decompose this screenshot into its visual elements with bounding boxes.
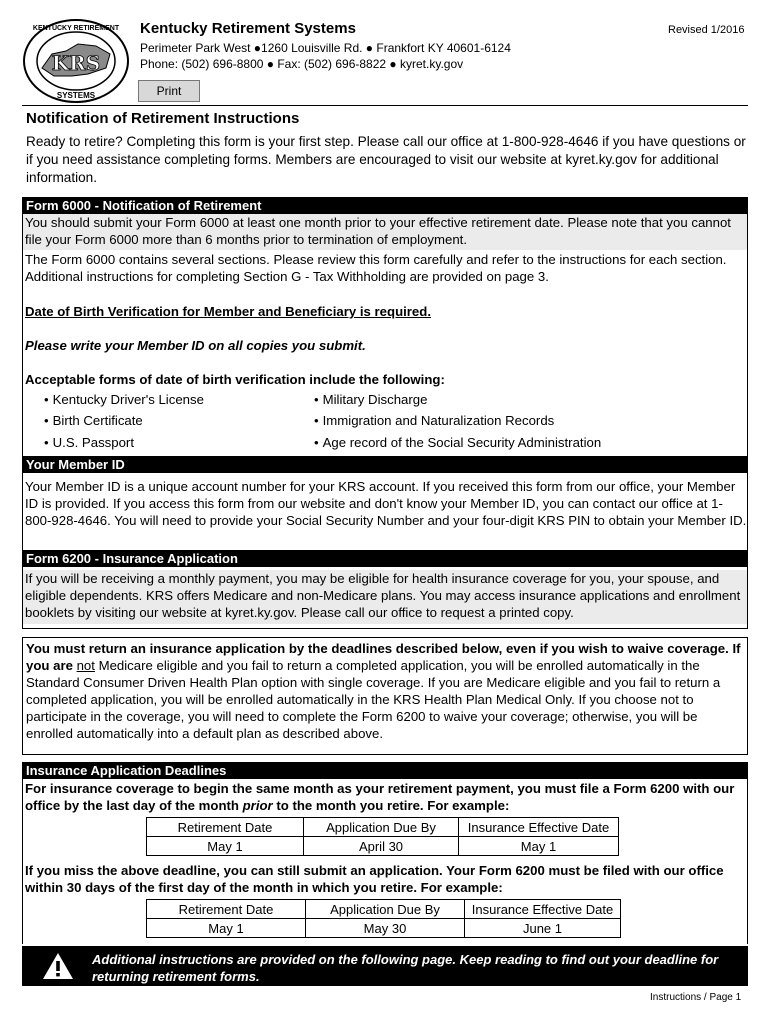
table-row [147, 900, 621, 919]
member-id-heading: Your Member ID [22, 456, 748, 473]
member-id-copies-note: Please write your Member ID on all copies you submit. [25, 338, 366, 353]
column-header: Insurance Effective Date [465, 900, 621, 919]
column-header: Insurance Effective Date [459, 818, 619, 837]
table-cell: May 1 [459, 837, 619, 856]
table-cell: June 1 [465, 919, 621, 938]
list-item: • Kentucky Driver's License [44, 391, 204, 408]
member-id-body: Your Member ID is a unique account number for your KRS account. If you received this form from our office, your Member ID is provided. If you access this form from our website and don't know your Member ID, you can contact our office at 1-800-928-4646. You will need to provide your Social Security Number and your four-digit KRS PIN to obtain your Member ID. [25, 479, 747, 528]
krs-logo [22, 18, 130, 104]
warning-text: Additional instructions are provided on the following page. Keep reading to find out your deadline for returning retirement forms. [92, 952, 719, 984]
contact-line: Phone: (502) 696-8800 ● Fax: (502) 696-8822 ● kyret.ky.gov [140, 57, 464, 71]
address-line: Perimeter Park West ●1260 Louisville Rd. ● Frankfort KY 40601-6124 [140, 41, 511, 55]
deadline-table-1 [146, 817, 619, 856]
revised-date: Revised 1/2016 [668, 24, 745, 36]
list-item: • Immigration and Naturalization Records [314, 412, 554, 429]
table-row [147, 837, 619, 856]
list-item: • Birth Certificate [44, 412, 143, 429]
form6200-shaded-note: If you will be receiving a monthly payment, you may be eligible for health insurance coverage for you, your spouse, and eligible dependents. KRS offers Medicare and non-Medicare plans. You may access insurance applications and enrollment booklets by visiting our website at kyret.ky.gov. Please call our office to request a printed copy. [23, 570, 747, 624]
acceptable-forms-heading: Acceptable forms of date of birth verification include the following: [25, 372, 445, 387]
column-header: Application Due By [306, 900, 465, 919]
form6000-heading: Form 6000 - Notification of Retirement [22, 197, 748, 214]
section-divider [22, 628, 748, 629]
logo-center-text: KRS [51, 51, 101, 75]
deadlines-heading: Insurance Application Deadlines [22, 762, 748, 779]
contact-block [140, 40, 511, 72]
insurance-notice-box [22, 637, 748, 755]
notice-body: Medicare eligible and you fail to return a completed application, you will be enrolled automatically in the Standard Consumer Driven Health Plan option with single coverage. If you are Medicare eligible and you fail to return a completed application, you will be enrolled automatically in the KRS Health Plan Medical Only. If you choose not to participate in the coverage, you will need to complete the Form 6200 to waive your coverage; otherwise, you will be enrolled automatically into a default plan as described above. [26, 658, 721, 741]
para1-tail: to the month you retire. For example: [272, 798, 510, 813]
logo-bottom-text: SYSTEMS [56, 91, 96, 100]
dob-required-note: Date of Birth Verification for Member and Beneficiary is required. [25, 304, 431, 319]
notice-bold-lead: You must return an insurance application by the deadlines described below, even if you wish to waive coverage. If you are [26, 641, 741, 673]
deadline-table-2 [146, 899, 621, 938]
page-footer: Instructions / Page 1 [650, 992, 742, 1003]
table-cell: April 30 [304, 837, 459, 856]
list-item: • Military Discharge [314, 391, 427, 408]
org-name: Kentucky Retirement Systems [140, 20, 356, 37]
table-cell: May 1 [147, 837, 304, 856]
table-row [147, 919, 621, 938]
column-header: Retirement Date [147, 900, 306, 919]
intro-text: Ready to retire? Completing this form is your first step. Please call our office at 1-800-928-4646 if you have questions or if you need assistance completing forms. Members are encouraged to visit our website at kyret.ky.gov for additional information. [26, 134, 746, 185]
warning-banner [22, 946, 748, 986]
notice-not-word: not [76, 658, 95, 673]
deadlines-para2: If you miss the above deadline, you can still submit an application. Your Form 6200 must be filed with our office within 30 days of the first day of the month in which you retire. For example: [25, 863, 724, 895]
form6200-heading: Form 6200 - Insurance Application [22, 550, 748, 567]
list-item: • U.S. Passport [44, 434, 134, 451]
para1-lead: For insurance coverage to begin the same month as your retirement payment, you must file a Form 6200 with our office by the last day of the month [25, 781, 735, 813]
table-row [147, 818, 619, 837]
logo-top-text: KENTUCKY RETIREMENT [32, 25, 120, 32]
page-title: Notification of Retirement Instructions [26, 110, 300, 127]
form6000-body: The Form 6000 contains several sections. Please review this form carefully and refer to the instructions for each section. Additional instructions for completing Section G - Tax Withholding are provided on page 3. [25, 252, 727, 284]
form6000-shaded-note: You should submit your Form 6000 at least one month prior to your effective retirement date. Please note that you cannot file your Form 6000 more than 6 months prior to termination of employment. [23, 214, 747, 250]
column-header: Application Due By [304, 818, 459, 837]
deadlines-para1 [25, 780, 747, 814]
table-cell: May 1 [147, 919, 306, 938]
print-button[interactable]: Print [138, 80, 200, 102]
table-cell: May 30 [306, 919, 465, 938]
header-divider [22, 105, 748, 106]
list-item: • Age record of the Social Security Administration [314, 434, 601, 451]
column-header: Retirement Date [147, 818, 304, 837]
para1-prior: prior [242, 798, 273, 813]
warning-icon [42, 952, 74, 980]
